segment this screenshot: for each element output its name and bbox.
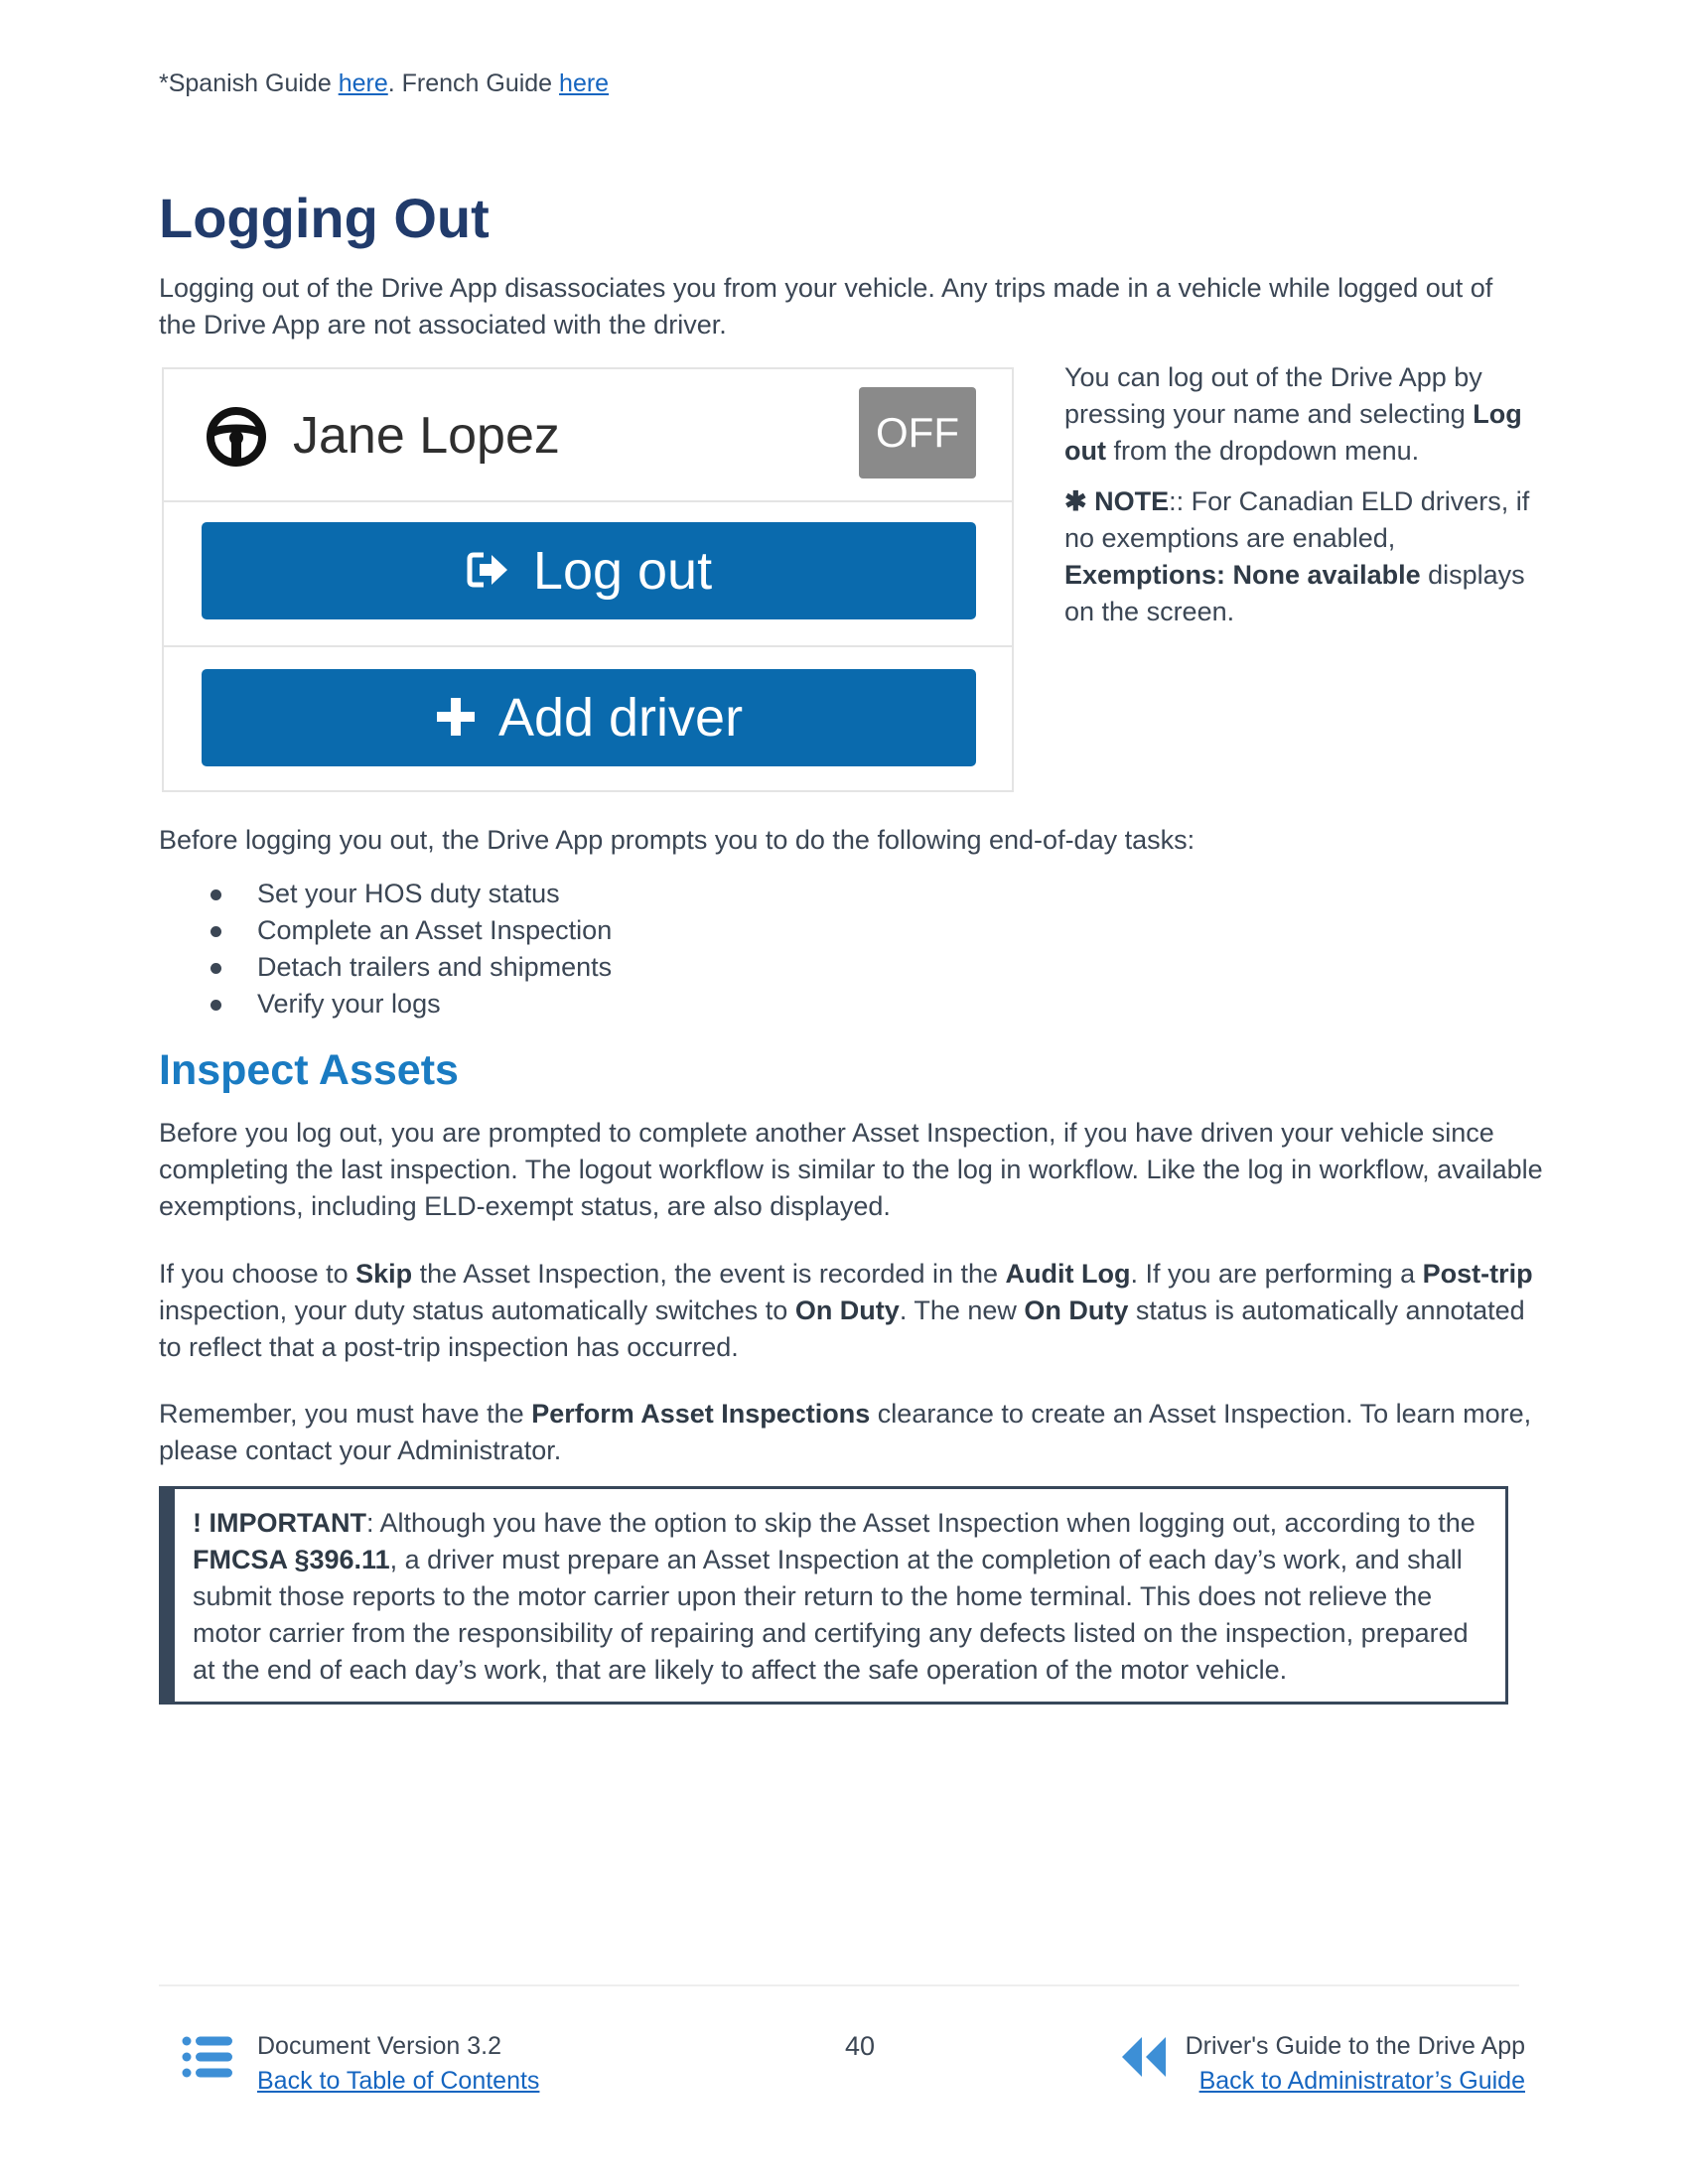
footer-right <box>1142 2029 1525 2099</box>
inspect-paragraph-1: Before you log out, you are prompted to complete another Asset Inspection, if you have driven your vehicle since completing the last inspection. The logout workflow is similar to the log in workflow. Like the log in workflow, available exemptions, including ELD-exempt status, are also displayed. <box>159 1118 1543 1221</box>
guide-language-links <box>159 66 609 102</box>
plus-icon <box>435 696 477 738</box>
page-number: 40 <box>845 2031 876 2061</box>
list-icon[interactable] <box>182 2035 233 2079</box>
sign-out-icon <box>466 549 511 591</box>
list-item: Complete an Asset Inspection <box>159 912 612 949</box>
logout-menu-screenshot <box>162 367 1014 792</box>
list-item: Detach trailers and shipments <box>159 949 612 986</box>
logout-label: Log out <box>532 541 713 601</box>
logout-button[interactable] <box>202 522 976 619</box>
spanish-guide-link[interactable]: here <box>338 69 388 97</box>
back-to-toc-link[interactable]: Back to Table of Contents <box>257 2067 540 2095</box>
page-title: Logging Out <box>159 187 490 249</box>
section-title-inspect-assets: Inspect Assets <box>159 1046 459 1094</box>
french-guide-link[interactable]: here <box>559 69 610 97</box>
back-to-admin-guide-link[interactable]: Back to Administrator’s Guide <box>1198 2067 1525 2095</box>
note-star-icon: ✱ <box>1064 486 1095 516</box>
side-instructions <box>1064 359 1541 630</box>
french-prefix: . French Guide <box>387 69 560 97</box>
important-text: ! IMPORTANT: Although you have the option to skip the Asset Inspection when logging out, according to the FMCSA §396.11, a driver must prepare an Asset Inspection at the completion of each day’s work, and shall submit those reports to the motor carrier upon their return to the home terminal. This does not relieve the motor carrier from the responsibility of repairing and certifying any defects listed on the inspection, prepared at the end of each day’s work, that are likely to affect the safe operation of the motor vehicle. <box>193 1508 1476 1685</box>
list-item: Set your HOS duty status <box>159 876 612 912</box>
end-of-day-task-list <box>159 876 612 1023</box>
guide-name: Driver's Guide to the Drive App <box>1185 2032 1525 2060</box>
document-version: Document Version 3.2 <box>257 2032 501 2060</box>
add-driver-row <box>164 647 1012 790</box>
off-status-button[interactable]: OFF <box>859 387 976 478</box>
list-item: Verify your logs <box>159 986 612 1023</box>
footer-left <box>257 2029 539 2099</box>
important-callout <box>159 1486 1508 1705</box>
driver-name[interactable]: Jane Lopez <box>293 407 560 465</box>
spanish-prefix: *Spanish Guide <box>159 69 339 97</box>
canadian-eld-note: ✱ NOTE:: For Canadian ELD drivers, if no exemptions are enabled, Exemptions: None available displays on the screen. <box>1064 486 1530 626</box>
intro-paragraph: Logging out of the Drive App disassociates you from your vehicle. Any trips made in a vehicle while logged out of the Drive App are not associated with the driver. <box>159 273 1493 340</box>
logout-instruction: You can log out of the Drive App by pressing your name and selecting Log out from the dropdown menu. <box>1064 362 1522 466</box>
inspect-paragraph-3: Remember, you must have the Perform Asset Inspections clearance to create an Asset Inspection. To learn more, please contact your Administrator. <box>159 1399 1532 1465</box>
tasks-intro: Before logging you out, the Drive App prompts you to do the following end-of-day tasks: <box>159 825 1196 855</box>
steering-wheel-icon <box>206 406 267 468</box>
logout-row <box>164 502 1012 647</box>
footer-divider <box>159 1984 1519 1986</box>
inspect-paragraph-2: If you choose to Skip the Asset Inspection, the event is recorded in the Audit Log. If you are performing a Post-trip inspection, your duty status automatically switches to On Duty. The new On Duty status is automatically annotated to reflect that a post-trip inspection has occurred. <box>159 1259 1533 1362</box>
add-driver-label: Add driver <box>497 688 744 748</box>
driver-row[interactable] <box>164 369 1012 502</box>
add-driver-button[interactable] <box>202 669 976 766</box>
